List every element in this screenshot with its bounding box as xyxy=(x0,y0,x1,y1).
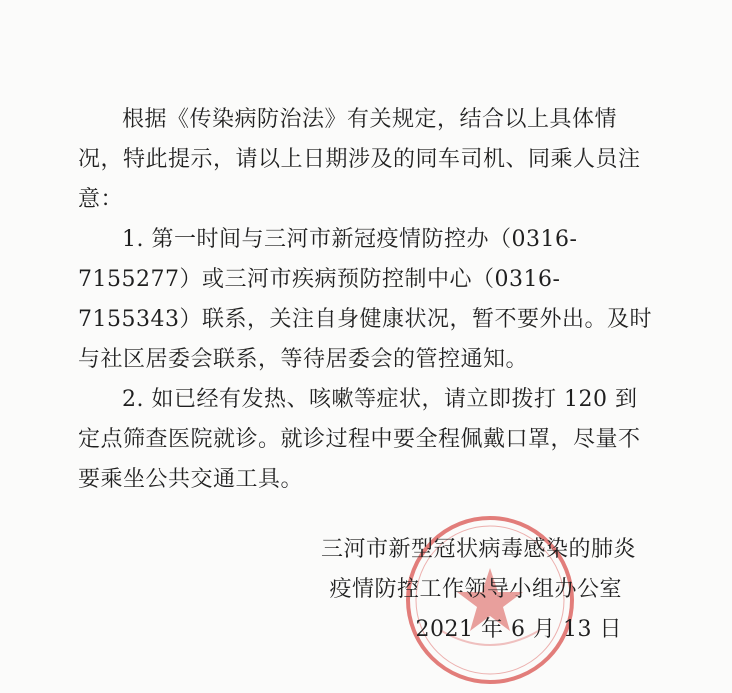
signature-block xyxy=(320,530,636,650)
paragraph-item-2: 2. 如已经有发热、咳嗽等症状，请立即拨打 120 到定点筛查医院就诊。就诊过程中要全程佩戴口罩，尽量不要乘坐公共交通工具。 xyxy=(78,387,641,492)
signature-date: 2021 年 6 月 13 日 xyxy=(415,617,622,642)
notice-body xyxy=(78,100,658,500)
paragraph-intro: 根据《传染病防治法》有关规定，结合以上具体情况，特此提示，请以上日期涉及的同车司机、同乘人员注意： xyxy=(78,107,641,212)
paragraph-item-1: 1. 第一时间与三河市新冠疫情防控办（0316-7155277）或三河市疾病预防控制中心（0316-7155343）联系，关注自身健康状况，暂不要外出。及时与社区居委会联系，等待居委会的管控通知。 xyxy=(78,227,652,372)
signature-org-line-2: 疫情防控工作领导小组办公室 xyxy=(329,577,622,602)
signature-org-line-1: 三河市新型冠状病毒感染的肺炎 xyxy=(320,537,636,562)
